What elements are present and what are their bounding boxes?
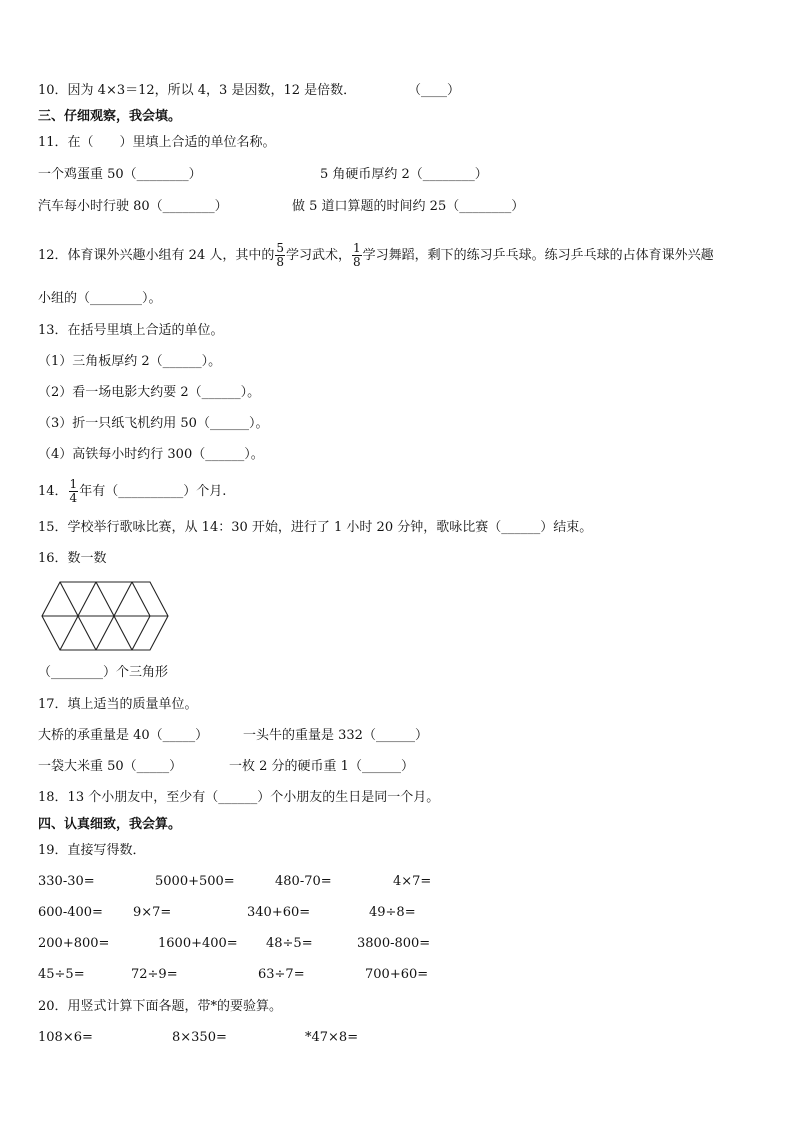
calc-item[interactable]: 9×7= (133, 905, 172, 920)
calc-item[interactable]: 600-400= (38, 905, 103, 920)
q11-title: 11．在（ ）里填上合适的单位名称。 (38, 135, 276, 150)
grid-line (60, 582, 78, 616)
q16-answer[interactable]: （________）个三角形 (38, 665, 169, 680)
q17-item-d[interactable]: 一枚 2 分的硬币重 1（______） (229, 759, 414, 774)
q12-line-2[interactable]: 小组的（________）。 (38, 291, 162, 306)
fraction-numerator: 1 (69, 477, 78, 491)
q11-item-a[interactable]: 一个鸡蛋重 50（________） (38, 167, 202, 182)
q15-text[interactable]: 15．学校举行歌咏比赛，从 14：30 开始，进行了 1 小时 20 分钟，歌咏比赛（______）结束。 (38, 520, 593, 535)
q12-part-3: 学习舞蹈，剩下的练习乒乓球。练习乒乓球的占体育课外兴趣 (362, 248, 714, 263)
calc-item[interactable]: 4×7= (393, 874, 432, 889)
triangle-hexagon-figure (40, 580, 170, 652)
q11-item-b[interactable]: 5 角硬币厚约 2（________） (320, 167, 488, 182)
grid-line (96, 616, 114, 650)
q13-item-4[interactable]: （4）高铁每小时约行 300（______）。 (38, 447, 264, 462)
calc-item[interactable]: 72÷9= (131, 967, 178, 982)
q20-title: 20．用竖式计算下面各题，带*的要验算。 (38, 999, 283, 1014)
q13-item-3[interactable]: （3）折一只纸飞机约用 50（______）。 (38, 416, 269, 431)
fraction-five-eighths (275, 242, 285, 269)
q12-line-1 (38, 242, 714, 270)
q12-part-2: 学习武术， (286, 248, 352, 263)
q10-answer-blank[interactable]: （____） (408, 83, 461, 98)
fraction-one-eighth (352, 242, 362, 269)
q13-item-2[interactable]: （2）看一场电影大约要 2（______）。 (38, 385, 261, 400)
calc-item[interactable]: 45÷5= (38, 967, 85, 982)
q17-item-a[interactable]: 大桥的承重量是 40（_____） (38, 728, 209, 743)
q13-title: 13．在括号里填上合适的单位。 (38, 323, 224, 338)
q14-text: 年有（__________）个月. (79, 484, 227, 499)
calc-item[interactable]: 200+800= (38, 936, 110, 951)
calc-item[interactable]: 63÷7= (258, 967, 305, 982)
grid-line (114, 582, 132, 616)
grid-line (60, 616, 78, 650)
q11-item-d[interactable]: 做 5 道口算题的时间约 25（________） (292, 199, 525, 214)
grid-line (78, 582, 96, 616)
vertical-calc-item[interactable]: 8×350= (172, 1030, 227, 1045)
q13-item-1[interactable]: （1）三角板厚约 2（______）。 (38, 354, 222, 369)
q17-title: 17．填上适当的质量单位。 (38, 697, 198, 712)
calc-item[interactable]: 1600+400= (158, 936, 238, 951)
q14-number: 14． (38, 484, 68, 499)
q16-title: 16．数一数 (38, 551, 107, 566)
q10-text: 10．因为 4×3＝12，所以 4，3 是因数，12 是倍数． (38, 83, 357, 98)
fraction-denominator: 8 (353, 255, 361, 269)
fraction-numerator: 1 (353, 241, 361, 255)
q17-item-c[interactable]: 一袋大米重 50（_____） (38, 759, 183, 774)
grid-line (96, 582, 114, 616)
calc-item[interactable]: 49÷8= (369, 905, 416, 920)
calc-item[interactable]: 3800-800= (357, 936, 431, 951)
section-4-heading: 四、认真细致，我会算。 (38, 817, 182, 832)
calc-item[interactable]: 700+60= (365, 967, 429, 982)
fraction-denominator: 8 (276, 255, 284, 269)
calc-item[interactable]: 48÷5= (266, 936, 313, 951)
vertical-calc-item[interactable]: *47×8= (305, 1030, 359, 1045)
grid-line (78, 616, 96, 650)
q18-text[interactable]: 18．13 个小朋友中，至少有（______）个小朋友的生日是同一个月。 (38, 790, 440, 805)
calc-item[interactable]: 5000+500= (155, 874, 235, 889)
calc-item[interactable]: 340+60= (247, 905, 311, 920)
grid-line (132, 582, 150, 616)
fraction-numerator: 5 (276, 241, 284, 255)
q17-item-b[interactable]: 一头牛的重量是 332（______） (243, 728, 428, 743)
q19-title: 19．直接写得数． (38, 843, 146, 858)
vertical-calc-item[interactable]: 108×6= (38, 1030, 93, 1045)
q11-item-c[interactable]: 汽车每小时行驶 80（________） (38, 199, 228, 214)
q14-line[interactable] (38, 478, 226, 506)
grid-line (132, 616, 150, 650)
calc-item[interactable]: 330-30= (38, 874, 95, 889)
fraction-denominator: 4 (69, 491, 78, 505)
grid-line (114, 616, 132, 650)
q12-part-1: 12．体育课外兴趣小组有 24 人，其中的 (38, 248, 275, 263)
fraction-one-quarter (69, 478, 79, 505)
section-3-heading: 三、仔细观察，我会填。 (38, 109, 182, 124)
calc-item[interactable]: 480-70= (275, 874, 332, 889)
